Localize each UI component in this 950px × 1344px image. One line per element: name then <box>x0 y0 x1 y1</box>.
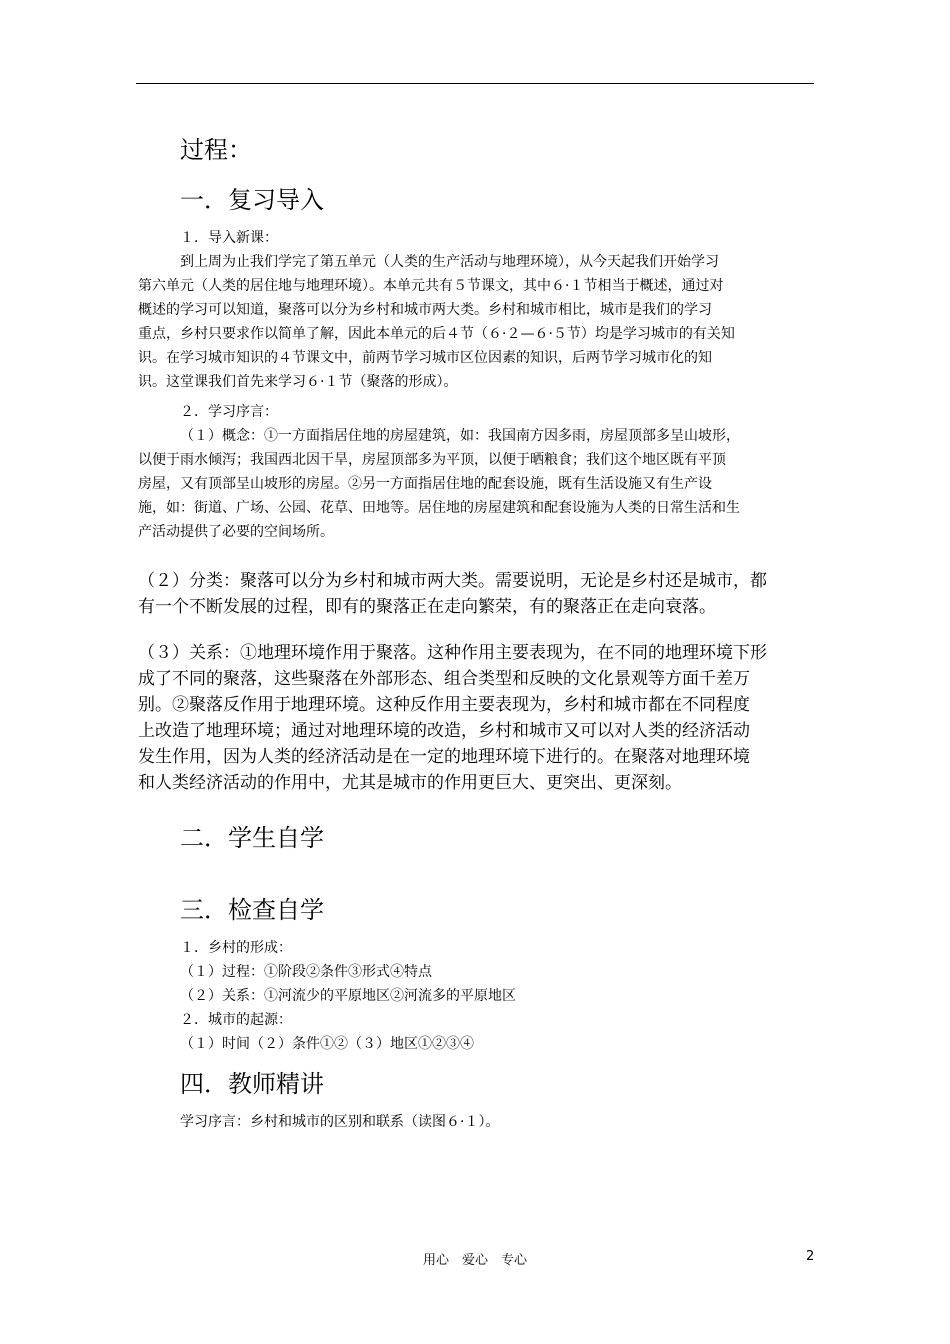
heading-process: 过程： <box>180 136 252 164</box>
item1-line: 识。这堂课我们首先来学习６·１节（聚落的形成）。 <box>138 374 458 390</box>
classify-line: 有一个不断发展的过程，即有的聚落正在走向繁荣，有的聚落正在走向衰落。 <box>138 597 716 617</box>
item1-line: 到上周为止我们学完了第五单元（人类的生产活动与地理环境），从今天起我们开始学习 <box>180 254 719 270</box>
concept-line: 房屋，又有顶部呈山坡形的房屋。②另一方面指居住地的配套设施，既有生活设施又有生产设 <box>138 476 712 492</box>
header-rule <box>136 83 814 84</box>
check-line: （１）过程：①阶段②条件③形式④特点 <box>180 964 432 980</box>
section3-title: 三．检查自学 <box>180 896 324 924</box>
relation-line: 和人类经济活动的作用中，尤其是城市的作用更巨大、更突出、更深刻。 <box>138 773 682 793</box>
check-line: （２）关系：①河流少的平原地区②河流多的平原地区 <box>180 988 516 1004</box>
section1-title: 一．复习导入 <box>180 186 324 214</box>
relation-line: 成了不同的聚落，这些聚落在外部形态、组合类型和反映的文化景观等方面千差万 <box>138 669 750 689</box>
relation-paragraph <box>138 640 818 796</box>
relation-line: （３）关系：①地理环境作用于聚落。这种作用主要表现为，在不同的地理环境下形 <box>138 643 767 663</box>
classify-line: （２）分类：聚落可以分为乡村和城市两大类。需要说明，无论是乡村还是城市，都 <box>138 571 767 591</box>
concept-line: （１）概念：①一方面指居住地的房屋建筑，如：我国南方因多雨，房屋顶部多呈山坡形， <box>180 428 740 444</box>
concept-line: 产活动提供了必要的空间场所。 <box>138 524 334 540</box>
page-number: 2 <box>806 1249 815 1264</box>
item1-title: １．导入新课： <box>180 230 278 246</box>
concept-line: 施，如：街道、广场、公园、花草、田地等。居住地的房屋建筑和配套设施为人类的日常生活和生 <box>138 500 740 516</box>
item1-line: 重点，乡村只要求作以简单了解，因此本单元的后４节（６·２—６·５节）均是学习城市的有关知 <box>138 326 735 342</box>
check-line: ２．城市的起源： <box>180 1012 292 1028</box>
item1-line: 第六单元（人类的居住地与地理环境）。本单元共有５节课文，其中６·１节相当于概述，通过对 <box>138 278 724 294</box>
concept-paragraph <box>138 424 818 544</box>
concept-line: 以便于雨水倾泻；我国西北因干旱，房屋顶部多为平顶，以便于晒粮食；我们这个地区既有平顶 <box>138 452 726 468</box>
section4-title: 四．教师精讲 <box>180 1070 324 1098</box>
section4-line: 学习序言：乡村和城市的区别和联系（读图６·１）。 <box>180 1114 500 1130</box>
footer-motto: 用心 爱心 专心 <box>422 1253 527 1268</box>
item1-paragraph <box>138 250 818 394</box>
item1-line: 识。在学习城市知识的４节课文中，前两节学习城市区位因素的知识，后两节学习城市化的知 <box>138 350 712 366</box>
item2-title: ２．学习序言： <box>180 404 278 420</box>
self-study-check-list <box>180 936 516 1056</box>
item1-line: 概述的学习可以知道，聚落可以分为乡村和城市两大类。乡村和城市相比，城市是我们的学习 <box>138 302 712 318</box>
relation-line: 发生作用，因为人类的经济活动是在一定的地理环境下进行的。在聚落对地理环境 <box>138 747 750 767</box>
relation-line: 上改造了地理环境；通过对地理环境的改造，乡村和城市又可以对人类的经济活动 <box>138 721 750 741</box>
relation-line: 别。②聚落反作用于地理环境。这种反作用主要表现为，乡村和城市都在不同程度 <box>138 695 750 715</box>
check-line: （１）时间（２）条件①②（３）地区①②③④ <box>180 1036 474 1052</box>
classify-paragraph <box>138 568 818 620</box>
check-line: １．乡村的形成： <box>180 940 292 956</box>
section2-title: 二．学生自学 <box>180 824 324 852</box>
